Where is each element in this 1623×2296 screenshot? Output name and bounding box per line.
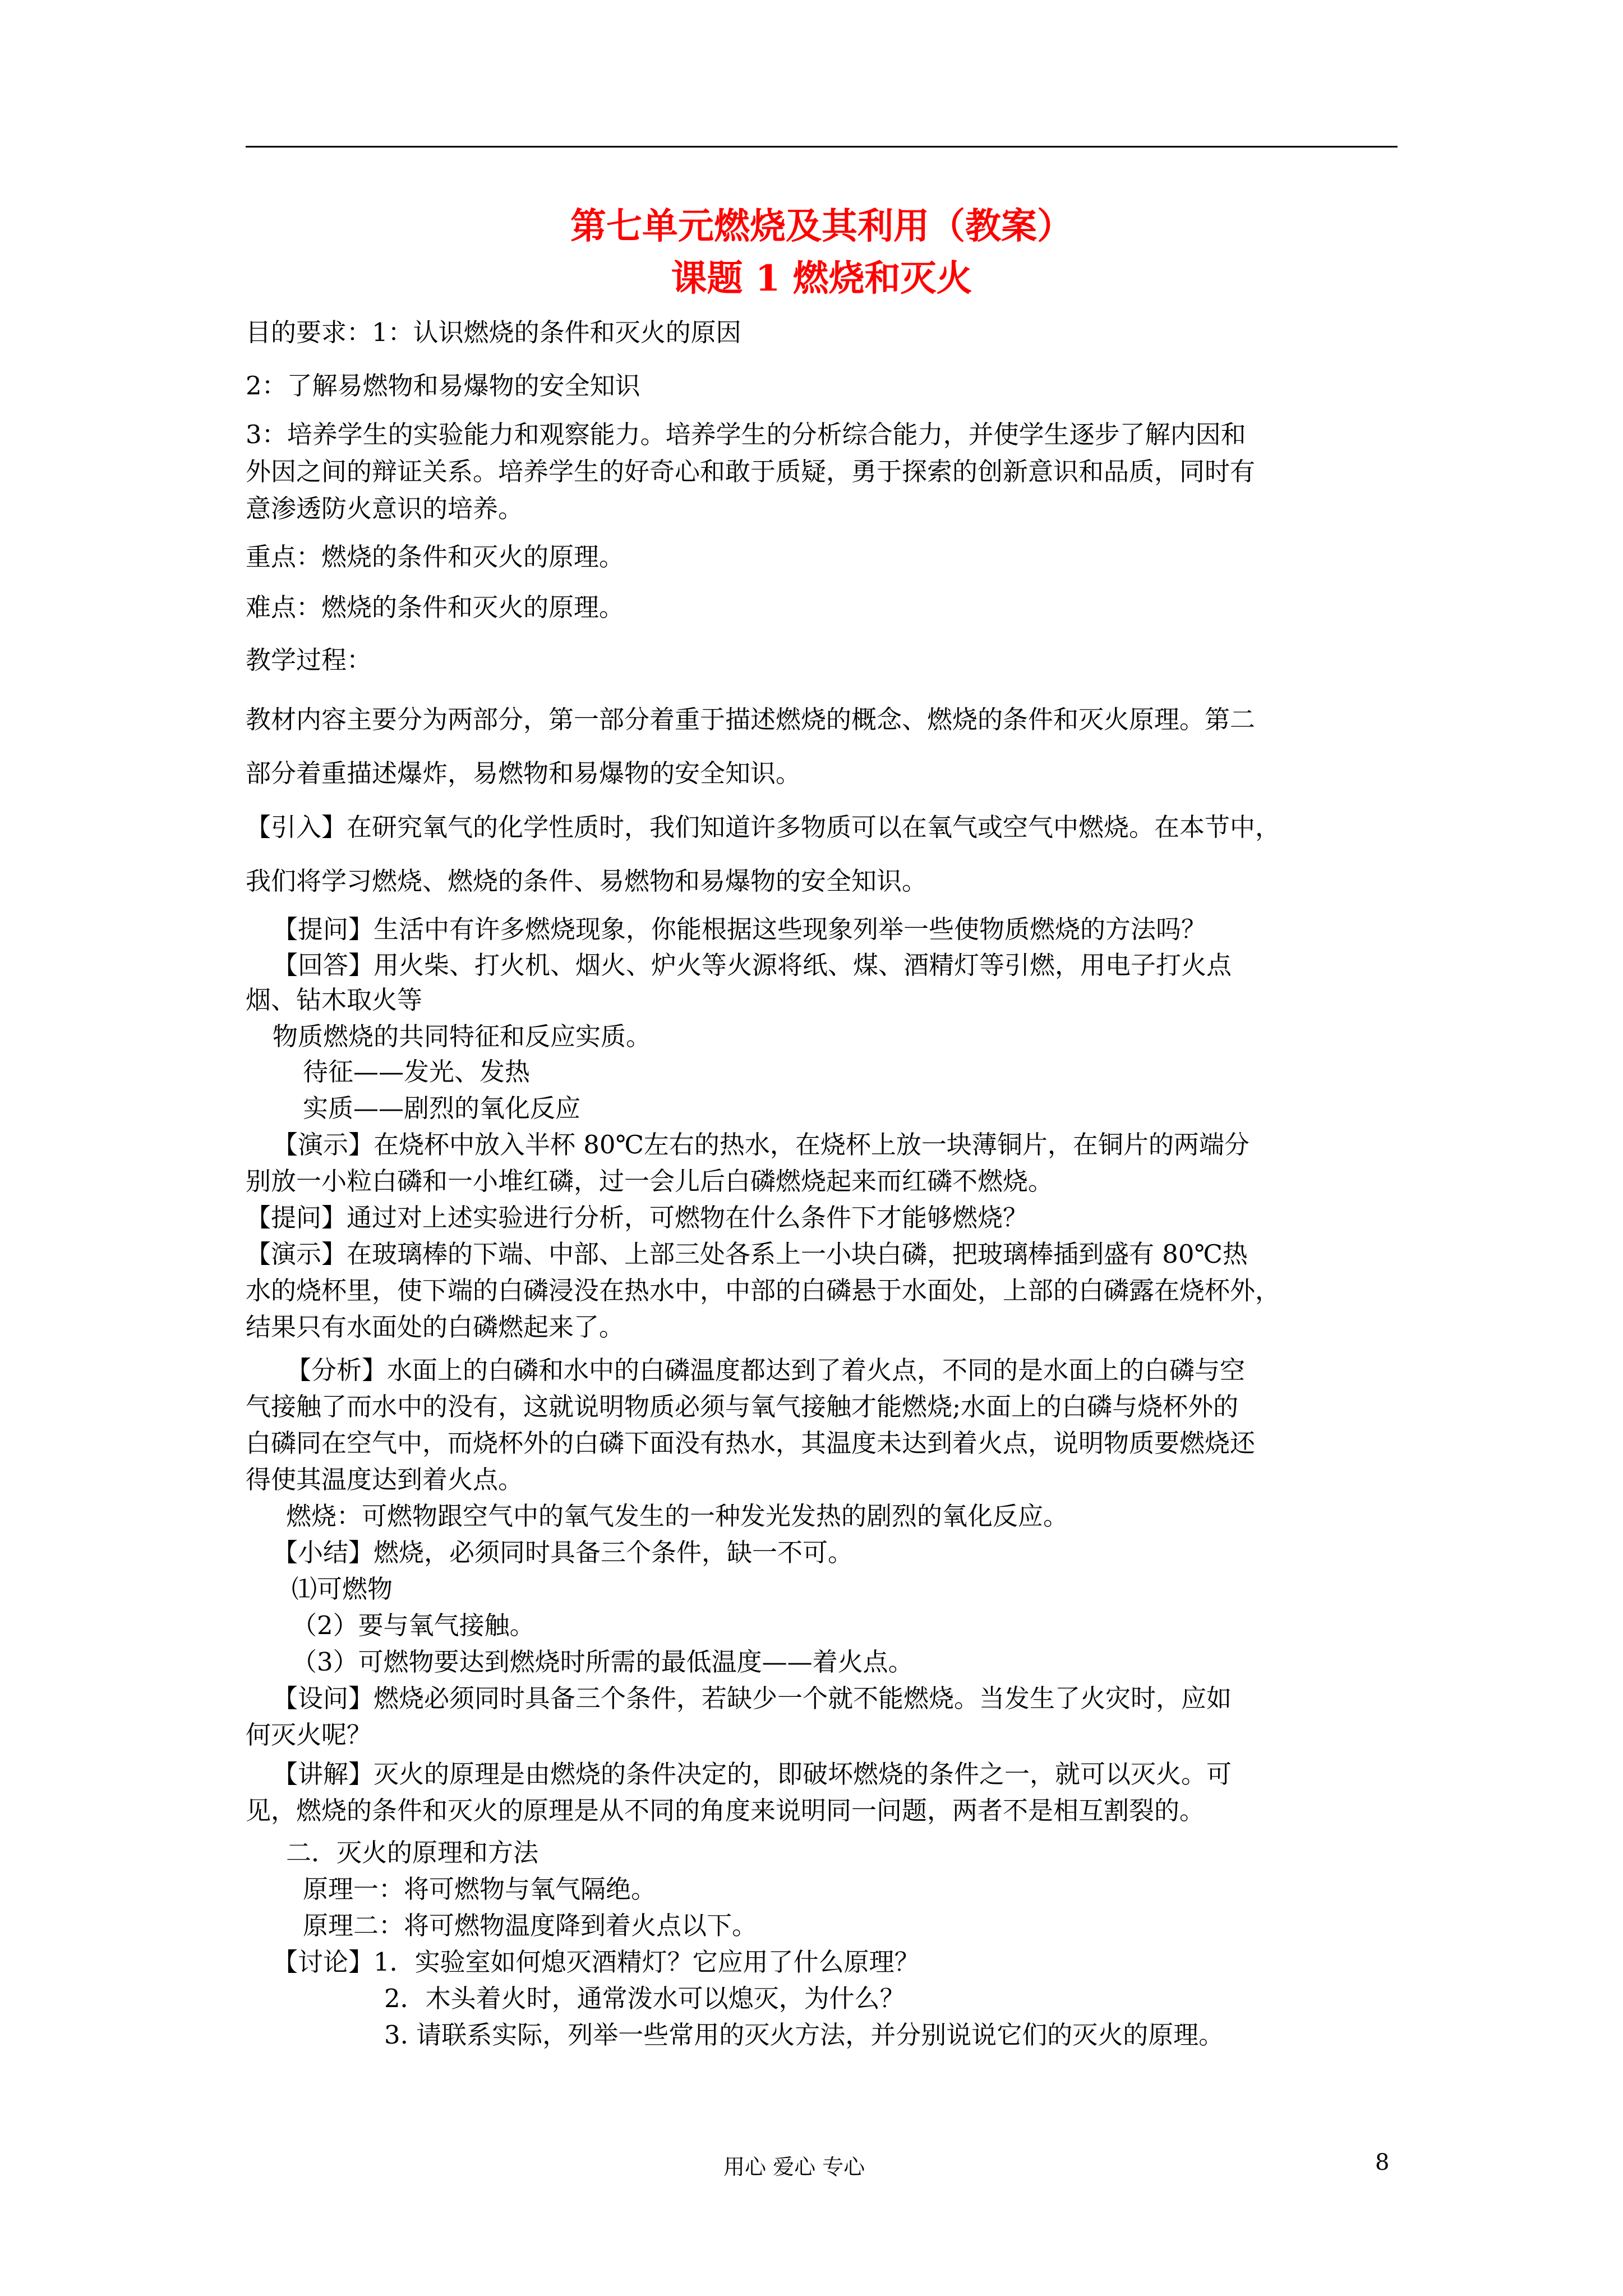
discussion-item: 3. 请联系实际，列举一些常用的灭火方法，并分别说说它们的灭火的原理。 [384, 2020, 1224, 2050]
objective-line: 2：了解易燃物和易爆物的安全知识 [246, 371, 640, 401]
footer-motto: 用心 爱心 专心 [723, 2155, 865, 2179]
difficulty: 难点：燃烧的条件和灭火的原理。 [246, 592, 625, 622]
header-rule [246, 146, 1398, 148]
paragraph-line: 别放一小粒白磷和一小堆红磷，过一会儿后白磷燃烧起来而红磷不燃烧。 [246, 1166, 1054, 1196]
objective-line: 目的要求：1：认识燃烧的条件和灭火的原因 [246, 318, 741, 347]
paragraph-line: 待征——发光、发热 [303, 1057, 531, 1087]
paragraph-line: 【提问】生活中有许多燃烧现象，你能根据这些现象列举一些使物质燃烧的方法吗？ [273, 914, 1207, 944]
paragraph-line: 【演示】在玻璃棒的下端、中部、上部三处各系上一小块白磷，把玻璃棒插到盛有 80℃热 [246, 1239, 1248, 1269]
list-item: （2）要与氧气接触。 [292, 1611, 535, 1640]
lesson-title: 课题 1 燃烧和灭火 [671, 257, 972, 300]
key-point: 重点：燃烧的条件和灭火的原理。 [246, 542, 625, 572]
paragraph-line: 教材内容主要分为两部分，第一部分着重于描述燃烧的概念、燃烧的条件和灭火原理。第二 [246, 705, 1256, 734]
section-heading: 教学过程： [246, 645, 372, 675]
paragraph-line: 部分着重描述爆炸，易燃物和易爆物的安全知识。 [246, 758, 801, 788]
paragraph-line: 燃烧：可燃物跟空气中的氧气发生的一种发光发热的剧烈的氧化反应。 [286, 1501, 1069, 1531]
paragraph-line: 何灭火呢？ [246, 1720, 372, 1750]
objective-line: 3：培养学生的实验能力和观察能力。培养学生的分析综合能力，并使学生逐步了解内因和 [246, 420, 1246, 449]
paragraph-line: 原理二：将可燃物温度降到着火点以下。 [303, 1911, 758, 1940]
paragraph-line: 气接触了而水中的没有，这就说明物质必须与氧气接触才能燃烧;水面上的白磷与烧杯外的 [246, 1392, 1239, 1421]
paragraph-line: 白磷同在空气中，而烧杯外的白磷下面没有热水，其温度未达到着火点，说明物质要燃烧还 [246, 1428, 1256, 1458]
objective-line: 外因之间的辩证关系。培养学生的好奇心和敢于质疑，勇于探索的创新意识和品质，同时有 [246, 457, 1256, 486]
list-item: ⑴可燃物 [292, 1574, 393, 1604]
paragraph-line: 【回答】用火柴、打火机、烟火、炉火等火源将纸、煤、酒精灯等引燃，用电子打火点 [273, 950, 1232, 980]
paragraph-line: 得使其温度达到着火点。 [246, 1465, 524, 1494]
paragraph-line: 原理一：将可燃物与氧气隔绝。 [303, 1874, 657, 1904]
paragraph-line: 【讲解】灭火的原理是由燃烧的条件决定的，即破坏燃烧的条件之一，就可以灭火。可 [273, 1759, 1232, 1789]
paragraph-line: 【提问】通过对上述实验进行分析，可燃物在什么条件下才能够燃烧？ [246, 1203, 1029, 1232]
paragraph-line: 我们将学习燃烧、燃烧的条件、易燃物和易爆物的安全知识。 [246, 866, 928, 896]
paragraph-line: 【演示】在烧杯中放入半杯 80℃左右的热水，在烧杯上放一块薄铜片，在铜片的两端分 [273, 1130, 1249, 1159]
paragraph-line: 【引入】在研究氧气的化学性质时，我们知道许多物质可以在氧气或空气中燃烧。在本节中， [246, 812, 1281, 842]
paragraph-line: 水的烧杯里，使下端的白磷浸没在热水中，中部的白磷悬于水面处，上部的白磷露在烧杯外， [246, 1276, 1281, 1305]
paragraph-line: 烟、钻木取火等 [246, 985, 423, 1015]
paragraph-line: 物质燃烧的共同特征和反应实质。 [273, 1022, 652, 1051]
paragraph-line: 【设问】燃烧必须同时具备三个条件，若缺少一个就不能燃烧。当发生了火灾时，应如 [273, 1683, 1232, 1713]
objective-line: 意渗透防火意识的培养。 [246, 494, 524, 523]
paragraph-line: 实质——剧烈的氧化反应 [303, 1093, 581, 1123]
section-heading: 二．灭火的原理和方法 [286, 1838, 539, 1867]
page-title: 第七单元燃烧及其利用（教案） [570, 205, 1073, 247]
paragraph-line: 见，燃烧的条件和灭火的原理是从不同的角度来说明同一问题，两者不是相互割裂的。 [246, 1796, 1205, 1825]
discussion-item: 【讨论】1．实验室如何熄灭酒精灯？它应用了什么原理？ [273, 1947, 920, 1977]
paragraph-line: 【小结】燃烧，必须同时具备三个条件，缺一不可。 [273, 1538, 854, 1567]
discussion-item: 2．木头着火时，通常泼水可以熄灭，为什么？ [384, 1984, 905, 2013]
list-item: （3）可燃物要达到燃烧时所需的最低温度——着火点。 [292, 1647, 914, 1677]
paragraph-line: 结果只有水面处的白磷燃起来了。 [246, 1312, 625, 1342]
paragraph-line: 【分析】水面上的白磷和水中的白磷温度都达到了着火点，不同的是水面上的白磷与空 [286, 1355, 1246, 1385]
page-number: 8 [1375, 2150, 1390, 2175]
